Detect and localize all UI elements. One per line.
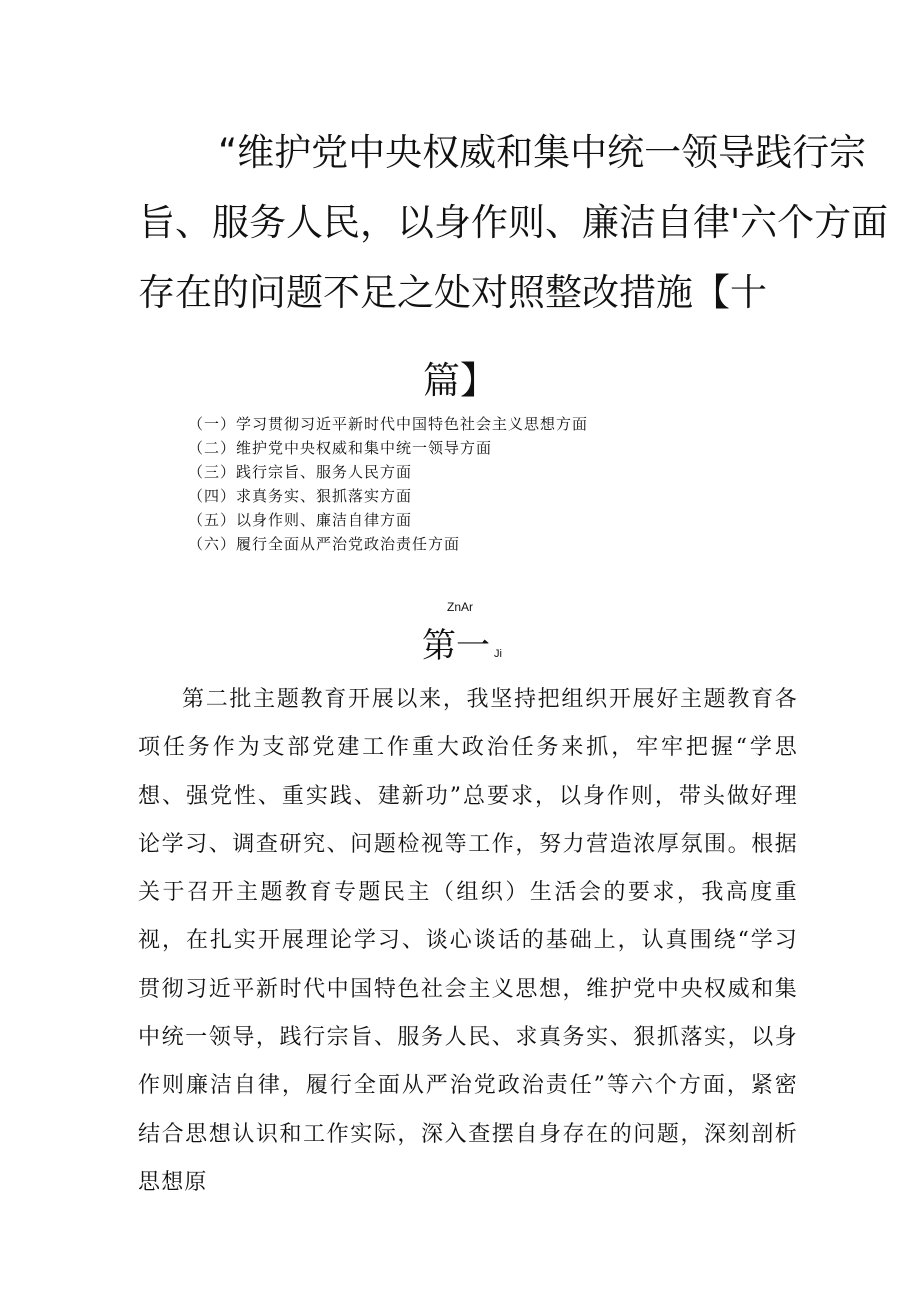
toc-item: （一）学习贯彻习近平新时代中国特色社会主义思想方面 <box>188 415 589 433</box>
toc-item: （六）履行全面从严治党政治责任方面 <box>188 535 461 553</box>
document-title-line-4: 篇】 <box>423 359 497 402</box>
toc-item: （五）以身作则、廉洁自律方面 <box>188 511 413 529</box>
document-title-line-1: “维护党中央权威和集中统一领导践行宗 <box>218 131 867 174</box>
document-title-line-3: 存在的问题不足之处对照整改措施【十 <box>138 271 767 314</box>
section-heading <box>422 616 502 684</box>
table-of-contents <box>188 412 588 556</box>
toc-item: （二）维护党中央权威和集中统一领导方面 <box>188 439 493 457</box>
toc-item: （四）求真务实、狠抓落实方面 <box>188 487 413 505</box>
section-heading-suffix: Ji <box>494 648 502 660</box>
body-paragraph: 第二批主题教育开展以来，我坚持把组织开展好主题教育各项任务作为支部党建工作重大政治任务来抓，牢牢把握“学思想、强党性、重实践、建新功”总要求，以身作则，带头做好理论学习、调查研究、问题检视等工作，努力营造浓厚氛围。根据关于召开主题教育专题民主（组织）生活会的要求，我高度重视，在扎实开展理论学习、谈心谈话的基础上，认真围绕“学习贯彻习近平新时代中国特色社会主义思想，维护党中央权威和集中统一领导，践行宗旨、服务人民、求真务实、狠抓落实，以身作则廉洁自律，履行全面从严治党政治责任”等六个方面，紧密结合思想认识和工作实际，深入查摆自身存在的问题，深刻剖析思想原 <box>138 687 798 1195</box>
document-title-line-2: 旨、服务人民，以身作则、廉洁自律'六个方面 <box>138 201 889 244</box>
section-heading-text: 第一 <box>422 626 490 666</box>
toc-item: （三）践行宗旨、服务人民方面 <box>188 463 413 481</box>
section-small-label: ZnAr <box>446 600 473 614</box>
